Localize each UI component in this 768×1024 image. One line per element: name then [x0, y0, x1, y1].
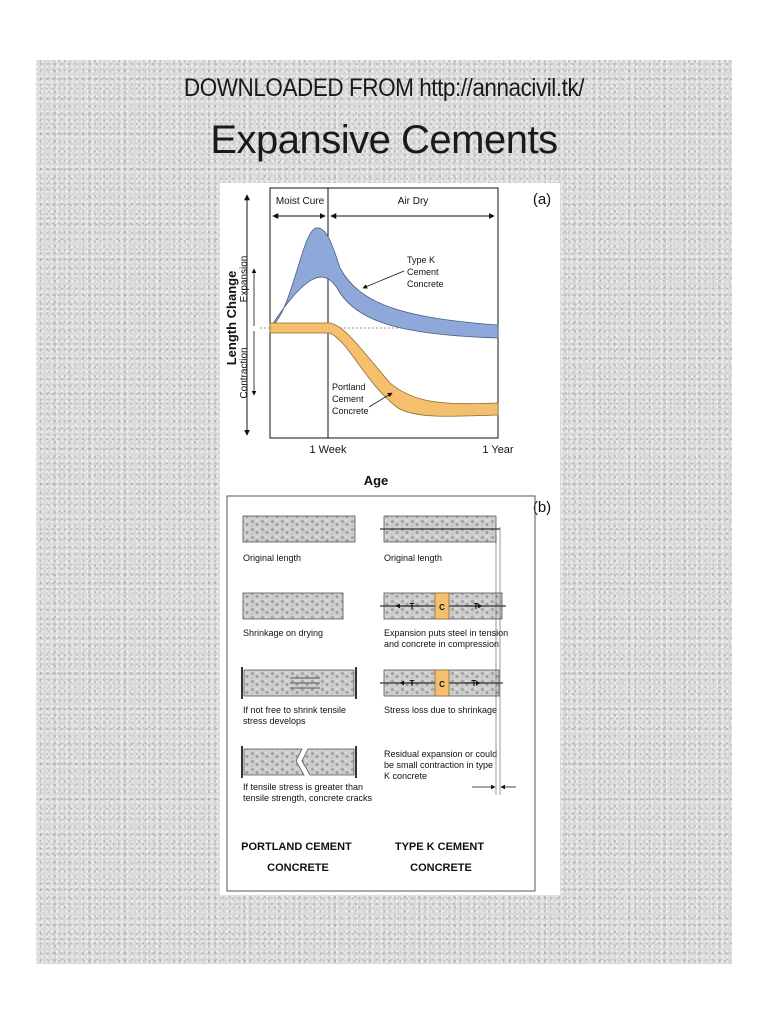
- portland-band: [270, 323, 498, 416]
- portland-shrunk-bar: [243, 593, 343, 619]
- typek-step-4-caption: Residual expansion or could be small contraction in type K concrete: [384, 749, 498, 781]
- type-k-callout: Type K Cement Concrete: [407, 255, 444, 289]
- portland-column: [241, 516, 372, 874]
- source-line: DOWNLOADED FROM http://annacivil.tk/: [183, 74, 585, 102]
- x-axis-title: Age: [363, 473, 389, 488]
- type-k-callout-arrow: [363, 271, 404, 288]
- typek-residual-c: C: [439, 680, 445, 689]
- expansion-label: Expansion: [239, 255, 250, 303]
- portland-column-footer: PORTLAND CEMENT CONCRETE: [241, 841, 352, 874]
- portland-step-2-caption: Shrinkage on drying: [243, 628, 324, 638]
- typek-tension-t-right: T: [473, 602, 479, 611]
- x-tick-one-week: 1 Week: [309, 444, 347, 456]
- air-dry-label: Air Dry: [397, 196, 429, 207]
- figure-svg: [220, 183, 560, 895]
- diagram-a: [224, 188, 551, 488]
- contraction-label: Contraction: [239, 347, 250, 399]
- y-axis-title: Length Change: [224, 270, 239, 366]
- x-tick-one-year: 1 Year: [482, 444, 514, 456]
- typek-column-footer: TYPE K CEMENT CONCRETE: [394, 841, 485, 874]
- cracked-bar-right-piece: [302, 749, 354, 775]
- typek-step-1-caption: Original length: [384, 553, 443, 563]
- panel-a-label: (a): [532, 191, 552, 208]
- panel-b-label: (b): [532, 499, 552, 516]
- portland-step-3-caption: If not free to shrink tensile stress develops: [243, 705, 347, 726]
- type-k-band: [270, 228, 498, 338]
- typek-residual-t-right: T: [471, 679, 477, 688]
- portland-step-1-caption: Original length: [243, 553, 302, 563]
- typek-residual-t-left: T: [409, 679, 415, 688]
- figure-panel: [220, 183, 560, 895]
- diagram-b: [227, 496, 551, 891]
- moist-cure-label: Moist Cure: [275, 196, 325, 207]
- typek-compression-c: C: [439, 603, 445, 612]
- typek-step-2-caption: Expansion puts steel in tension and concrete in compression: [384, 628, 509, 649]
- portland-step-4-caption: If tensile stress is greater than tensile strength, concrete cracks: [243, 782, 373, 803]
- type-k-column: [380, 516, 516, 874]
- portland-callout: Portland Cement Concrete: [332, 382, 369, 416]
- typek-tension-t-left: T: [409, 602, 415, 611]
- cracked-bar-left-piece: [244, 749, 304, 775]
- portland-original-bar: [243, 516, 355, 542]
- slide-title: Expansive Cements: [210, 118, 558, 162]
- typek-step-3-caption: Stress loss due to shrinkage: [384, 705, 498, 715]
